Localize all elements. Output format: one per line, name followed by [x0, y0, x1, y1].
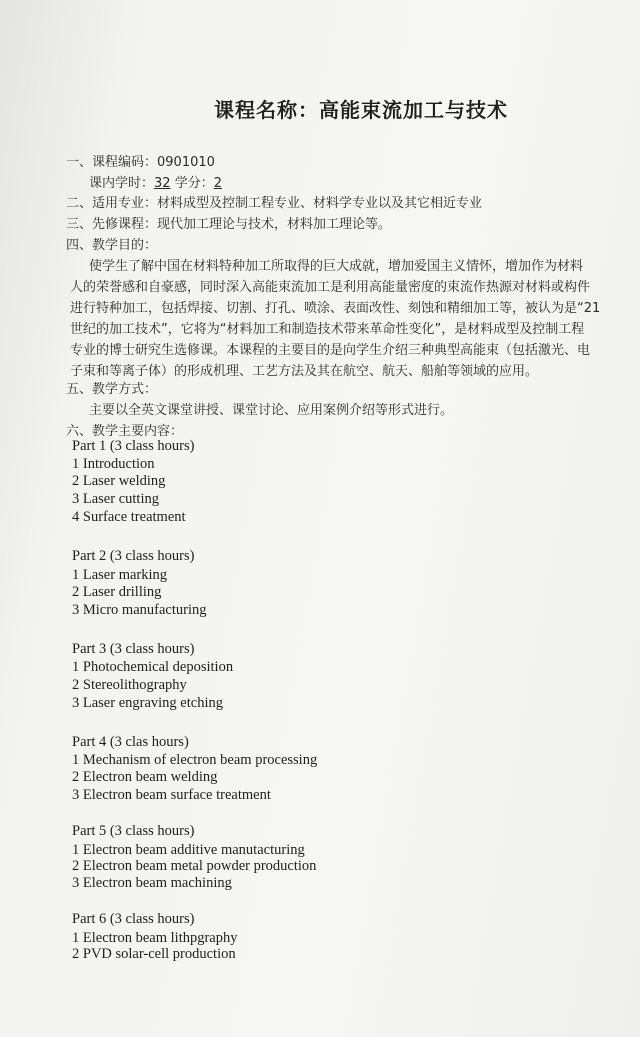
part-item: 3 Laser cutting [72, 491, 159, 507]
part-item: 1 Photochemical deposition [72, 659, 234, 675]
credits-value: 2 [213, 176, 222, 191]
part-item: 1 Electron beam lithpgraphy [72, 930, 238, 946]
credits-label: 学分： [174, 176, 214, 191]
goal-line: 人的荣誉感和自豪感，同时深入高能束流加工是利用高能量密度的束流作热源对材料或构件 [70, 280, 591, 295]
part-title: Part 2 (3 class hours) [72, 548, 195, 564]
goal-heading: 四、教学目的： [66, 238, 158, 253]
applicable-majors: 二、适用专业：材料成型及控制工程专业、材料学专业以及其它相近专业 [66, 196, 483, 211]
part-item: 3 Electron beam machining [72, 875, 232, 891]
goal-line: 子束和等离子体）的形成机理、工艺方法及其在航空、航天、船舶等领域的应用。 [70, 364, 539, 379]
method-text: 主要以全英文课堂讲授、课堂讨论、应用案例介绍等形式进行。 [89, 403, 454, 418]
part-item: 3 Micro manufacturing [72, 602, 207, 618]
hours-value: 32 [154, 176, 171, 191]
part-item: 1 Laser marking [72, 567, 168, 583]
part-item: 2 Stereolithography [72, 677, 187, 693]
part-item: 2 Laser welding [72, 473, 166, 489]
part-item: 1 Electron beam additive manutacturing [72, 842, 305, 858]
part-title: Part 4 (3 clas hours) [72, 734, 189, 750]
hours-label: 课内学时： [89, 176, 155, 191]
part-item: 3 Laser engraving etching [72, 695, 223, 711]
part-item: 1 Mechanism of electron beam processing [72, 752, 318, 768]
part-title: Part 6 (3 class hours) [72, 911, 195, 927]
goal-line: 进行特种加工，包括焊接、切割、打孔、喷涂、表面改性、刻蚀和精细加工等，被认为是“21 [70, 301, 601, 316]
goal-line: 使学生了解中国在材料特种加工所取得的巨大成就，增加爱国主义情怀，增加作为材料 [89, 259, 584, 274]
course-code: 一、课程编码：0901010 [66, 155, 215, 170]
part-item: 2 Electron beam welding [72, 769, 218, 785]
part-item: 3 Electron beam surface treatment [72, 787, 271, 803]
hours-credits-line [89, 172, 222, 191]
goal-line: 专业的博士研究生选修课。本课程的主要目的是向学生介绍三种典型高能束（包括激光、电 [70, 343, 591, 358]
goal-line: 世纪的加工技术”，它将为“材料加工和制造技术带来革命性变化”，是材料成型及控制工程 [70, 322, 585, 337]
part-title: Part 1 (3 class hours) [72, 438, 195, 454]
content-heading: 六、教学主要内容： [66, 424, 184, 439]
part-item: 1 Introduction [72, 456, 155, 472]
page-title: 课程名称：高能束流加工与技术 [214, 98, 508, 122]
part-title: Part 3 (3 class hours) [72, 641, 195, 657]
part-item: 4 Surface treatment [72, 509, 186, 525]
prerequisites: 三、先修课程：现代加工理论与技术，材料加工理论等。 [66, 217, 392, 232]
part-item: 2 Laser drilling [72, 584, 162, 600]
method-heading: 五、教学方式： [66, 382, 158, 397]
part-item: 2 PVD solar-cell production [72, 946, 236, 962]
part-title: Part 5 (3 class hours) [72, 823, 195, 839]
part-item: 2 Electron beam metal powder production [72, 858, 317, 874]
